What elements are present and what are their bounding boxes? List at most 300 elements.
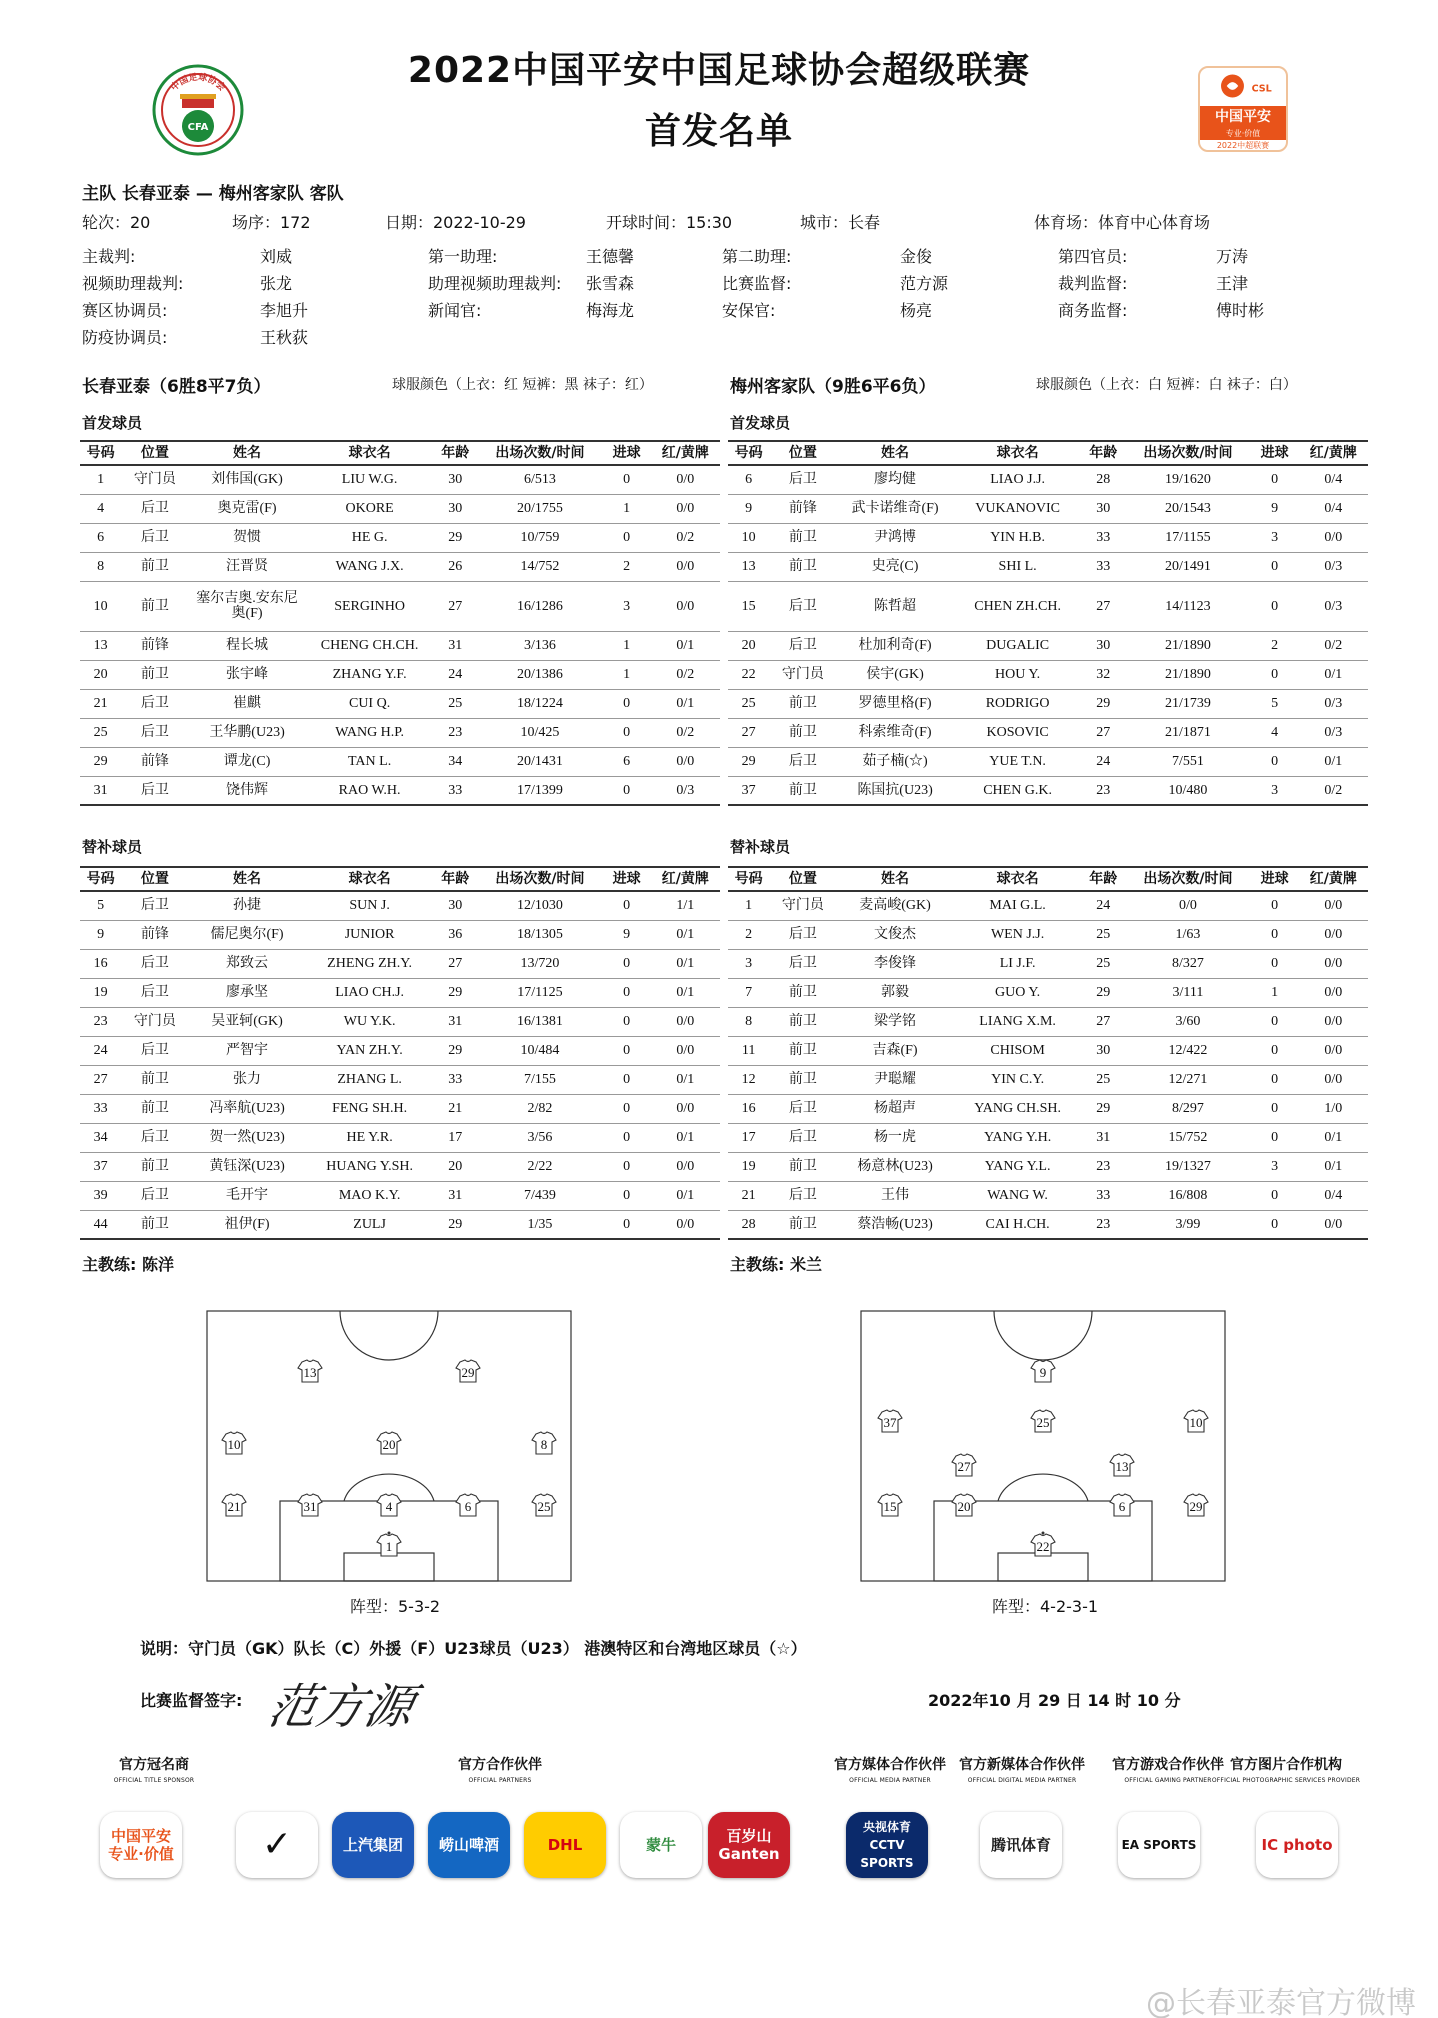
shirt-number: 10 — [1189, 1415, 1203, 1430]
player-cell: 24 — [434, 660, 477, 689]
player-row — [728, 631, 1368, 660]
column-header: 姓名 — [188, 867, 305, 891]
player-shirt-icon — [1184, 1494, 1208, 1516]
player-cell: 前卫 — [769, 1036, 836, 1065]
player-cell: MAI G.L. — [954, 891, 1082, 920]
cfa-logo — [152, 64, 244, 156]
sponsor-caption — [1206, 1754, 1366, 1784]
player-cell: 25 — [434, 689, 477, 718]
player-cell: 2 — [1251, 631, 1299, 660]
match-kickoff: 开球时间：15:30 — [606, 213, 733, 232]
sponsor-logo: 崂山啤酒 — [428, 1812, 510, 1878]
player-shirt-icon — [878, 1494, 902, 1516]
player-cell: 0 — [603, 1036, 651, 1065]
player-cell: 0 — [603, 1094, 651, 1123]
column-header: 红/黄牌 — [1299, 441, 1368, 465]
player-cell: SUN J. — [306, 891, 434, 920]
player-cell: 6 — [80, 523, 121, 552]
sponsor-caption-en: OFFICIAL PHOTOGRAPHIC SERVICES PROVIDER — [1211, 1777, 1361, 1784]
sponsor-logo: ✓ — [236, 1812, 318, 1878]
player-cell: 0 — [603, 718, 651, 747]
official-role: 第一助理: — [428, 247, 498, 266]
player-cell: 0 — [1251, 552, 1299, 581]
player-cell: 22 — [728, 660, 769, 689]
player-row — [80, 1007, 720, 1036]
player-cell: 前卫 — [769, 1065, 836, 1094]
player-cell: 0 — [1251, 1065, 1299, 1094]
player-cell: WANG J.X. — [306, 552, 434, 581]
player-cell: 7 — [728, 978, 769, 1007]
player-cell: 前卫 — [121, 1094, 188, 1123]
player-cell: 后卫 — [121, 776, 188, 805]
column-header: 年龄 — [1082, 441, 1125, 465]
player-cell: 10 — [728, 523, 769, 552]
player-row — [728, 581, 1368, 631]
column-header: 出场次数/时间 — [477, 441, 603, 465]
player-cell: YIN H.B. — [954, 523, 1082, 552]
player-cell: 14/1123 — [1125, 581, 1251, 631]
player-cell: 0/2 — [651, 718, 720, 747]
player-cell: 19 — [728, 1152, 769, 1181]
sponsor-caption-en: OFFICIAL MEDIA PARTNER — [849, 1777, 931, 1784]
sponsor-logo: 百岁山 Ganten — [708, 1812, 790, 1878]
player-cell: 0/0 — [1299, 920, 1368, 949]
official-role: 比赛监督: — [722, 274, 792, 293]
penalty-spot — [388, 1532, 391, 1535]
sponsor-caption — [830, 1754, 950, 1784]
player-cell: 0/0 — [1125, 891, 1251, 920]
player-cell: GUO Y. — [954, 978, 1082, 1007]
player-cell: 4 — [80, 494, 121, 523]
player-cell: 孙捷 — [188, 891, 305, 920]
player-cell: 张力 — [188, 1065, 305, 1094]
match-city: 城市：长春 — [800, 213, 881, 232]
player-cell: 23 — [434, 718, 477, 747]
player-cell: 塞尔吉奥.安东尼奥(F) — [188, 581, 305, 631]
player-cell: 21/1871 — [1125, 718, 1251, 747]
official-role: 新闻官: — [428, 301, 482, 320]
player-cell: 11 — [728, 1036, 769, 1065]
player-cell: 杨一虎 — [836, 1123, 953, 1152]
player-cell: 史亮(C) — [836, 552, 953, 581]
player-cell: 16 — [728, 1094, 769, 1123]
player-cell: 23 — [1082, 776, 1125, 805]
player-cell: 后卫 — [121, 1123, 188, 1152]
player-cell: 25 — [1082, 949, 1125, 978]
home-formation-pitch — [206, 1310, 572, 1582]
player-row — [728, 1065, 1368, 1094]
official-name: 张龙 — [260, 274, 293, 293]
shirt-number: 1 — [385, 1539, 393, 1554]
shirt-number: 8 — [540, 1437, 548, 1452]
player-cell: 0 — [1251, 1181, 1299, 1210]
player-cell: 28 — [728, 1210, 769, 1239]
sponsor-caption-zh: 官方游戏合作伙伴 — [1112, 1757, 1224, 1773]
column-header: 球衣名 — [306, 441, 434, 465]
player-cell: 0 — [1251, 1007, 1299, 1036]
official-name: 张雪森 — [586, 274, 635, 293]
match-date: 日期：2022-10-29 — [385, 213, 526, 232]
player-cell: 31 — [80, 776, 121, 805]
player-shirt-icon — [1031, 1534, 1055, 1556]
player-cell: 19/1620 — [1125, 465, 1251, 494]
column-header: 红/黄牌 — [1299, 867, 1368, 891]
player-cell: 31 — [434, 1007, 477, 1036]
shirt-number: 13 — [1115, 1459, 1129, 1474]
match-stadium: 体育场：体育中心体育场 — [1034, 213, 1211, 232]
player-cell: 梁学铭 — [836, 1007, 953, 1036]
player-cell: 12/1030 — [477, 891, 603, 920]
player-cell: 0/0 — [651, 494, 720, 523]
player-cell: 0 — [603, 1123, 651, 1152]
player-shirt-icon — [222, 1432, 246, 1454]
player-cell: 前卫 — [769, 552, 836, 581]
column-header: 号码 — [80, 441, 121, 465]
player-cell: ZULJ — [306, 1210, 434, 1239]
player-cell: 13/720 — [477, 949, 603, 978]
column-header: 球衣名 — [954, 441, 1082, 465]
player-cell: 33 — [1082, 1181, 1125, 1210]
player-cell: 21/1739 — [1125, 689, 1251, 718]
shirt-number: 6 — [464, 1499, 472, 1514]
player-cell: JUNIOR — [306, 920, 434, 949]
player-cell: 0/0 — [651, 1036, 720, 1065]
player-row — [728, 718, 1368, 747]
player-cell: 郑致云 — [188, 949, 305, 978]
player-cell: 0 — [1251, 1123, 1299, 1152]
player-cell: 前卫 — [769, 1210, 836, 1239]
official-role: 第四官员: — [1058, 247, 1128, 266]
player-cell: CUI Q. — [306, 689, 434, 718]
player-row — [728, 1210, 1368, 1239]
player-cell: 0/4 — [1299, 1181, 1368, 1210]
player-cell: 罗德里格(F) — [836, 689, 953, 718]
player-cell: 前卫 — [769, 523, 836, 552]
column-header: 年龄 — [1082, 867, 1125, 891]
player-cell: 3 — [728, 949, 769, 978]
player-cell: 23 — [80, 1007, 121, 1036]
home-formation-label: 阵型：5-3-2 — [350, 1597, 441, 1616]
player-cell: 29 — [434, 978, 477, 1007]
player-cell: 尹聪耀 — [836, 1065, 953, 1094]
player-cell: 10/484 — [477, 1036, 603, 1065]
player-row — [728, 1181, 1368, 1210]
player-cell: 后卫 — [769, 581, 836, 631]
player-shirt-icon — [1031, 1360, 1055, 1382]
player-cell: 后卫 — [121, 1181, 188, 1210]
player-cell: 16/1286 — [477, 581, 603, 631]
player-shirt-icon — [377, 1494, 401, 1516]
player-row — [80, 660, 720, 689]
player-shirt-icon — [1031, 1410, 1055, 1432]
player-cell: ZHANG Y.F. — [306, 660, 434, 689]
player-cell: 后卫 — [769, 465, 836, 494]
shirt-number: 4 — [385, 1499, 393, 1514]
player-cell: 廖均健 — [836, 465, 953, 494]
player-shirt-icon — [456, 1360, 480, 1382]
player-cell: 34 — [80, 1123, 121, 1152]
official-role: 安保官: — [722, 301, 776, 320]
player-cell: 16/1381 — [477, 1007, 603, 1036]
shirt-number: 15 — [883, 1499, 897, 1514]
player-cell: 0/4 — [1299, 465, 1368, 494]
sponsor-caption-en: OFFICIAL PARTNERS — [468, 1777, 532, 1784]
player-cell: DUGALIC — [954, 631, 1082, 660]
player-cell: 儒尼奥尔(F) — [188, 920, 305, 949]
player-cell: 0 — [1251, 465, 1299, 494]
player-cell: 20/1386 — [477, 660, 603, 689]
player-cell: 汪晋贤 — [188, 552, 305, 581]
player-cell: 杨意林(U23) — [836, 1152, 953, 1181]
player-cell: 44 — [80, 1210, 121, 1239]
goal-box — [998, 1553, 1088, 1581]
player-cell: 10 — [80, 581, 121, 631]
player-cell: 程长城 — [188, 631, 305, 660]
player-shirt-icon — [377, 1432, 401, 1454]
home-kit-colors: 球服颜色（上衣：红 短裤：黑 袜子：红） — [392, 377, 653, 393]
match-round: 轮次：20 — [82, 213, 151, 232]
player-shirt-icon — [222, 1494, 246, 1516]
player-row — [728, 1007, 1368, 1036]
player-cell: CHEN ZH.CH. — [954, 581, 1082, 631]
penalty-spot — [1042, 1532, 1045, 1535]
column-header: 进球 — [603, 441, 651, 465]
player-cell: 17 — [728, 1123, 769, 1152]
center-circle-arc — [340, 1311, 438, 1360]
player-cell: 前锋 — [121, 920, 188, 949]
shirt-number: 13 — [303, 1365, 317, 1380]
sponsor-logo: 中国平安 专业·价值 — [100, 1812, 182, 1878]
shirt-number: 6 — [1118, 1499, 1126, 1514]
player-row — [728, 494, 1368, 523]
player-cell: 0 — [1251, 1036, 1299, 1065]
sign-time: 2022年10 月 29 日 14 时 10 分 — [928, 1691, 1181, 1710]
sponsor-caption — [89, 1754, 219, 1784]
player-cell: 郭毅 — [836, 978, 953, 1007]
player-cell: 武卡诺维奇(F) — [836, 494, 953, 523]
column-header: 姓名 — [836, 867, 953, 891]
column-header: 红/黄牌 — [651, 867, 720, 891]
player-cell: 守门员 — [121, 1007, 188, 1036]
shirt-number: 20 — [957, 1499, 971, 1514]
csl-logo — [1198, 66, 1288, 152]
home-subs-table — [80, 866, 720, 1240]
player-cell: 31 — [434, 631, 477, 660]
player-cell: 29 — [728, 747, 769, 776]
player-cell: 后卫 — [769, 631, 836, 660]
player-cell: 27 — [1082, 1007, 1125, 1036]
player-shirt-icon — [456, 1494, 480, 1516]
player-cell: 19/1327 — [1125, 1152, 1251, 1181]
player-cell: 29 — [1082, 1094, 1125, 1123]
match-seq: 场序：172 — [232, 213, 311, 232]
player-cell: 21 — [434, 1094, 477, 1123]
player-cell: 0 — [603, 978, 651, 1007]
player-cell: 杨超声 — [836, 1094, 953, 1123]
player-cell: 0 — [603, 1007, 651, 1036]
player-cell: TAN L. — [306, 747, 434, 776]
cfa-logo-abbr: CFA — [187, 122, 209, 133]
player-cell: 0/3 — [651, 776, 720, 805]
player-cell: 0/2 — [651, 523, 720, 552]
player-cell: 26 — [434, 552, 477, 581]
player-row — [80, 1094, 720, 1123]
player-cell: WU Y.K. — [306, 1007, 434, 1036]
column-header: 进球 — [603, 867, 651, 891]
player-cell: 3 — [1251, 776, 1299, 805]
player-cell: 李俊锋 — [836, 949, 953, 978]
sponsor-caption-zh: 官方图片合作机构 — [1230, 1757, 1342, 1773]
column-header: 位置 — [121, 867, 188, 891]
player-cell: 蔡浩畅(U23) — [836, 1210, 953, 1239]
sponsor-caption — [415, 1754, 585, 1784]
player-cell: 24 — [1082, 747, 1125, 776]
player-cell: 18/1224 — [477, 689, 603, 718]
player-cell: 12/422 — [1125, 1036, 1251, 1065]
column-header: 年龄 — [434, 867, 477, 891]
official-role: 赛区协调员: — [82, 301, 168, 320]
away-team-name: 梅州客家队（9胜6平6负） — [730, 377, 936, 397]
sponsor-logo: 蒙牛 — [620, 1812, 702, 1878]
player-row — [728, 978, 1368, 1007]
player-row — [728, 689, 1368, 718]
player-cell: 23 — [1082, 1210, 1125, 1239]
player-cell: 25 — [1082, 1065, 1125, 1094]
player-cell: CHEN G.K. — [954, 776, 1082, 805]
player-cell: 0 — [1251, 920, 1299, 949]
official-role: 第二助理: — [722, 247, 792, 266]
player-cell: YAN ZH.Y. — [306, 1036, 434, 1065]
csl-logo-tag: 专业·价值 — [1200, 128, 1286, 140]
official-name: 王津 — [1216, 274, 1249, 293]
player-cell: 麦高峻(GK) — [836, 891, 953, 920]
player-cell: 陈国抗(U23) — [836, 776, 953, 805]
player-cell: 0/2 — [651, 660, 720, 689]
player-cell: 前卫 — [769, 1007, 836, 1036]
player-cell: 24 — [1082, 891, 1125, 920]
player-cell: 0/1 — [651, 631, 720, 660]
player-row — [728, 949, 1368, 978]
player-cell: 尹鸿博 — [836, 523, 953, 552]
player-cell: 杜加利奇(F) — [836, 631, 953, 660]
official-name: 王德馨 — [586, 247, 635, 266]
player-cell: 0 — [603, 523, 651, 552]
player-cell: 守门员 — [769, 891, 836, 920]
player-cell: RAO W.H. — [306, 776, 434, 805]
player-cell: 2 — [603, 552, 651, 581]
official-name: 傅时彬 — [1216, 301, 1265, 320]
player-cell: 守门员 — [769, 660, 836, 689]
sponsor-caption-zh: 官方媒体合作伙伴 — [834, 1757, 946, 1773]
player-shirt-icon — [878, 1410, 902, 1432]
legend-note: 说明：守门员（GK）队长（C）外援（F）U23球员（U23） 港澳特区和台湾地区球员（☆） — [140, 1639, 807, 1658]
column-header: 出场次数/时间 — [1125, 867, 1251, 891]
sponsor-caption-en: OFFICIAL GAMING PARTNER — [1124, 1777, 1212, 1784]
player-cell: 王伟 — [836, 1181, 953, 1210]
player-row — [80, 465, 720, 494]
sponsor-logo: EA SPORTS — [1118, 1812, 1200, 1878]
player-cell: 前卫 — [769, 1152, 836, 1181]
player-cell: 后卫 — [121, 523, 188, 552]
player-cell: 0/1 — [1299, 1123, 1368, 1152]
player-cell: 33 — [80, 1094, 121, 1123]
player-row — [80, 1065, 720, 1094]
player-cell: 0/0 — [651, 1152, 720, 1181]
player-cell: 0 — [1251, 660, 1299, 689]
player-row — [80, 747, 720, 776]
home-team-name: 长春亚泰（6胜8平7负） — [82, 377, 271, 397]
column-header: 年龄 — [434, 441, 477, 465]
penalty-arc — [998, 1474, 1088, 1501]
weibo-watermark: @长春亚泰官方微博 — [1146, 1986, 1416, 2018]
player-cell: 后卫 — [121, 978, 188, 1007]
player-cell: 前卫 — [769, 689, 836, 718]
player-cell: 33 — [1082, 523, 1125, 552]
column-header: 球衣名 — [306, 867, 434, 891]
player-row — [80, 891, 720, 920]
player-cell: 饶伟辉 — [188, 776, 305, 805]
player-cell: 0 — [603, 1065, 651, 1094]
player-cell: 祖伊(F) — [188, 1210, 305, 1239]
player-cell: 0/1 — [651, 949, 720, 978]
player-cell: 30 — [434, 891, 477, 920]
player-cell: 后卫 — [121, 891, 188, 920]
official-name: 范方源 — [900, 274, 949, 293]
player-cell: 前卫 — [121, 660, 188, 689]
player-cell: 守门员 — [121, 465, 188, 494]
player-cell: ZHANG L. — [306, 1065, 434, 1094]
sponsor-logo: 腾讯体育 — [980, 1812, 1062, 1878]
player-cell: 27 — [80, 1065, 121, 1094]
player-row — [80, 1036, 720, 1065]
column-header: 号码 — [80, 867, 121, 891]
player-row — [80, 978, 720, 1007]
player-cell: 3 — [1251, 1152, 1299, 1181]
player-cell: 5 — [80, 891, 121, 920]
player-cell: 后卫 — [769, 949, 836, 978]
player-cell: 前卫 — [121, 1152, 188, 1181]
player-cell: 7/155 — [477, 1065, 603, 1094]
player-cell: 0 — [603, 465, 651, 494]
player-cell: YANG Y.L. — [954, 1152, 1082, 1181]
player-cell: 刘伟国(GK) — [188, 465, 305, 494]
player-cell: 茹子楠(☆) — [836, 747, 953, 776]
shirt-number: 37 — [883, 1415, 897, 1430]
player-cell: YANG CH.SH. — [954, 1094, 1082, 1123]
page-title: 2022中国平安中国足球协会超级联赛 — [407, 50, 1031, 91]
player-cell: 后卫 — [769, 1094, 836, 1123]
column-header: 位置 — [769, 867, 836, 891]
player-cell: 后卫 — [121, 1036, 188, 1065]
player-cell: 31 — [1082, 1123, 1125, 1152]
player-cell: 0 — [1251, 949, 1299, 978]
official-role: 视频助理裁判: — [82, 274, 184, 293]
player-cell: 5 — [1251, 689, 1299, 718]
player-cell: 39 — [80, 1181, 121, 1210]
column-header: 号码 — [728, 867, 769, 891]
player-cell: 侯宇(GK) — [836, 660, 953, 689]
player-cell: HUANG Y.SH. — [306, 1152, 434, 1181]
player-cell: 1 — [1251, 978, 1299, 1007]
page-subtitle: 首发名单 — [644, 111, 793, 152]
player-cell: 17/1155 — [1125, 523, 1251, 552]
player-cell: 1 — [603, 631, 651, 660]
player-cell: 8/327 — [1125, 949, 1251, 978]
sponsor-logo: 上汽集团 — [332, 1812, 414, 1878]
column-header: 位置 — [769, 441, 836, 465]
player-cell: 27 — [434, 949, 477, 978]
player-cell: 贺一然(U23) — [188, 1123, 305, 1152]
